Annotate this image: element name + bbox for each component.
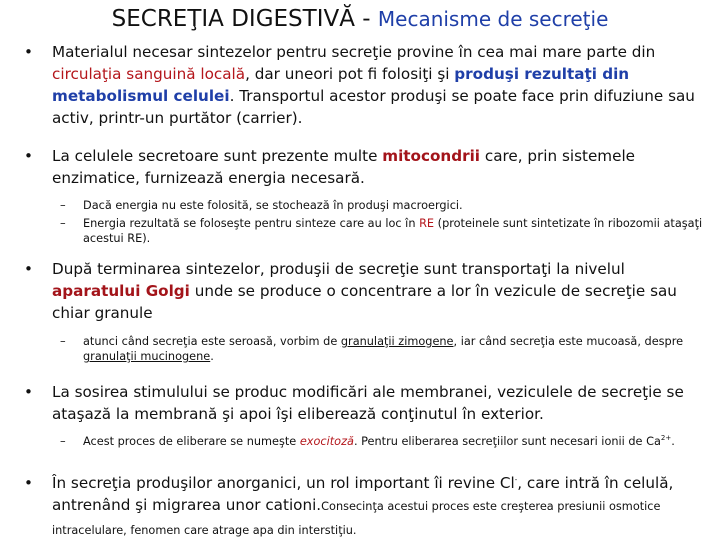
bullet-5	[24, 472, 714, 542]
dash-marker: –	[60, 335, 66, 348]
text-run: , care intră în celulă, antrenând şi migrarea unor cationi.	[52, 474, 674, 514]
bullet-1	[24, 41, 714, 129]
text-run: .	[671, 435, 675, 448]
dash-marker: –	[60, 199, 66, 212]
title-main: SECREŢIA DIGESTIVĂ	[111, 6, 355, 32]
highlight-exocytosis: exocitoză	[299, 435, 354, 448]
subitem-1-text: Dacă energia nu este folosită, se stochează în produşi macroergici.	[83, 199, 463, 212]
underlined-mucinogen-granules: granulaţii mucinogene	[83, 350, 211, 363]
text-run: (proteinele sunt sintetizate în ribozomii ataşaţi acestui RE).	[83, 217, 703, 245]
highlight-re: RE	[419, 217, 435, 230]
bullet-4-text: La sosirea stimulului se produc modificări ale membranei, veziculele de secreţie se ataşază la membrană şi apoi îşi eliberează conţinutul în exterior.	[52, 383, 684, 423]
highlight-blood-circulation: circulaţia sanguină locală	[52, 65, 246, 83]
bullet-2-text	[52, 145, 714, 189]
text-run: Energia rezultată se foloseşte pentru sinteze care au loc în	[83, 217, 420, 230]
dash-marker: –	[60, 217, 66, 230]
text-run: , iar când secreţia este mucoasă, despre	[453, 335, 684, 348]
bullet-marker: •	[24, 43, 33, 61]
subitem-4-text	[83, 434, 716, 449]
bullet-5-small-text: Consecinţa acestui proces este creşterea presiunii osmotice intracelulare, fenomen care atrage apa din interstiţiu.	[52, 500, 661, 537]
bullet-3-text	[52, 258, 714, 324]
text-run: . Transportul acestor produşi se poate face prin difuziune sau activ, printr-un purtător (carrier).	[52, 87, 695, 127]
bullet-marker: •	[24, 147, 33, 165]
text-run: .	[210, 350, 214, 363]
subitem-4	[60, 434, 716, 449]
bullet-4	[24, 381, 714, 425]
bullet-5-text	[52, 472, 714, 542]
text-run: care, prin sistemele enzimatice, furnizează energia necesară.	[52, 147, 636, 187]
text-run: . Pentru eliberarea secreţiilor sunt necesari ionii de Ca	[353, 435, 661, 448]
title-subtitle: Mecanisme de secreţie	[377, 7, 609, 31]
title-separator: -	[354, 6, 378, 32]
bullet-marker: •	[24, 383, 33, 401]
bullet-1-text	[52, 41, 714, 129]
superscript-charge: -	[514, 475, 518, 484]
bullet-marker: •	[24, 474, 33, 492]
highlight-mitochondria: mitocondrii	[382, 147, 481, 165]
subitem-3	[60, 334, 716, 364]
superscript-charge: 2+	[660, 434, 672, 443]
text-run: unde se produce o concentrare a lor în vezicule de secreţie sau chiar granule	[52, 282, 677, 322]
bullet-marker: •	[24, 260, 33, 278]
subitem-2-text	[83, 216, 716, 246]
text-run: După terminarea sintezelor, produşii de secreţie sunt transportaţi la nivelul	[52, 260, 625, 278]
subitem-3-text	[83, 334, 716, 364]
dash-marker: –	[60, 435, 66, 448]
slide-title	[0, 5, 720, 35]
text-run: atunci când secreţia este seroasă, vorbim de	[83, 335, 341, 348]
text-run: La celulele secretoare sunt prezente multe	[52, 147, 383, 165]
subitem-2	[60, 216, 716, 246]
bullet-2	[24, 145, 714, 189]
text-run: În secreţia produşilor anorganici, un rol important îi revine Cl	[52, 474, 515, 492]
underlined-zymogen-granules: granulaţii zimogene	[340, 335, 454, 348]
highlight-golgi: aparatului Golgi	[52, 282, 190, 300]
text-run: Acest proces de eliberare se numeşte	[83, 435, 300, 448]
highlight-metabolism-products: produşi rezultaţi din metabolismul celulei	[52, 65, 630, 105]
bullet-3	[24, 258, 714, 324]
subitem-1	[60, 198, 716, 213]
text-run: Materialul necesar sintezelor pentru secreţie provine în cea mai mare parte din	[52, 43, 656, 61]
text-run: , dar uneori pot fi folosiţi şi	[245, 65, 455, 83]
